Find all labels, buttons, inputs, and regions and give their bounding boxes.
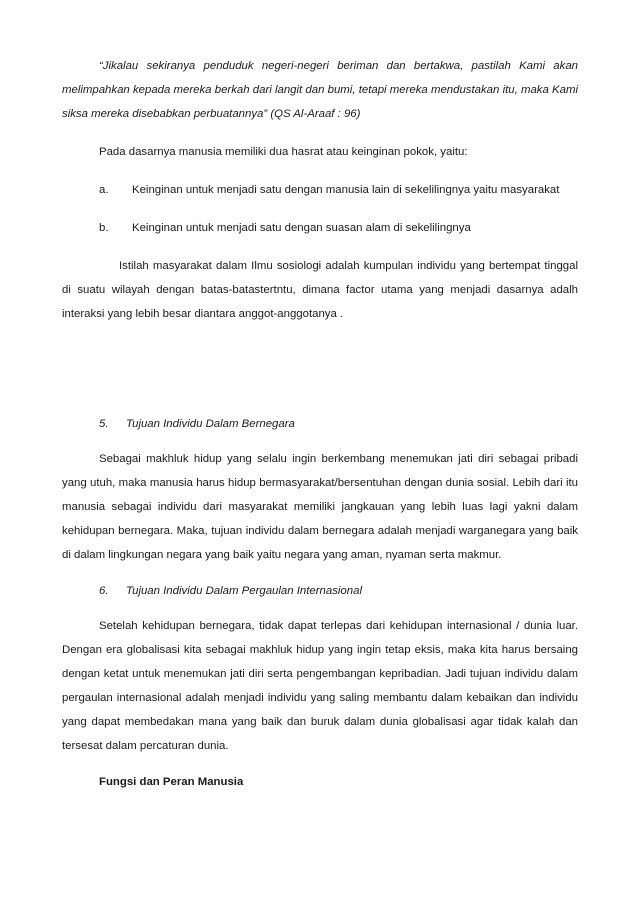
masyarakat-paragraph: Istilah masyarakat dalam Ilmu sosiologi adalah kumpulan individu yang bertempat tinggal di suatu wilayah dengan batas-batastertntu, dimana factor utama yang menjadi dasarnya adalh interaksi yang lebih besar diantara anggot-anggotanya . <box>62 260 578 320</box>
section-title: Tujuan Individu Dalam Pergaulan Internasional <box>126 585 362 597</box>
section-6-heading <box>62 579 578 603</box>
list-marker: a. <box>99 184 109 196</box>
final-heading: Fungsi dan Peran Manusia <box>99 776 244 788</box>
list-marker: b. <box>99 222 109 234</box>
spacer <box>62 326 578 412</box>
list-item <box>62 216 578 240</box>
section-title: Tujuan Individu Dalam Bernegara <box>126 418 295 430</box>
section-number: 6. <box>99 585 109 597</box>
quote-paragraph: “Jikalau sekiranya penduduk negeri-negeri beriman dan bertakwa, pastilah Kami akan melimpahkan kepada mereka berkah dari langit dan bumi, tetapi mereka mendustakan itu, maka Kami siksa mereka disebabkan perbuatannya” (QS Al-Araaf : 96) <box>62 60 578 120</box>
list-item-text: Keinginan untuk menjadi satu dengan suasan alam di sekelilingnya <box>132 222 471 234</box>
section-number: 5. <box>99 418 109 430</box>
section-6-body: Setelah kehidupan bernegara, tidak dapat terlepas dari kehidupan internasional / dunia luar. Dengan era globalisasi kita sebagai makhluk hidup yang ingin tetap eksis, maka kita harus bersaing dengan ketat untuk menemukan jati diri serta pengembangan kepribadian. Jadi tujuan individu dalam pergaulan internasional adalah menjadi individu yang saling membantu dalam kebaikan dan individu yang dapat membedakan mana yang baik dan buruk dalam dunia globalisasi agar tidak kalah dan tersesat dalam percaturan dunia. <box>62 620 578 752</box>
section-5-heading <box>62 412 578 436</box>
list-item <box>62 178 578 202</box>
list-item-text: Keinginan untuk menjadi satu dengan manusia lain di sekelilingnya yaitu masyarakat <box>132 184 560 196</box>
section-5-body: Sebagai makhluk hidup yang selalu ingin berkembang menemukan jati diri sebagai pribadi yang utuh, maka manusia harus hidup bermasyarakat/bersentuhan dengan dunia sosial. Lebih dari itu manusia sebagai individu dari masyarakat memiliki jangkauan yang lebih luas lagi yakni dalam kehidupan bernegara. Maka, tujuan individu dalam bernegara adalah menjadi warganegara yang baik di dalam lingkungan negara yang baik yaitu negara yang aman, nyaman serta makmur. <box>62 453 578 561</box>
intro-paragraph: Pada dasarnya manusia memiliki dua hasrat atau keinginan pokok, yaitu: <box>99 146 468 158</box>
document-page <box>62 54 578 794</box>
